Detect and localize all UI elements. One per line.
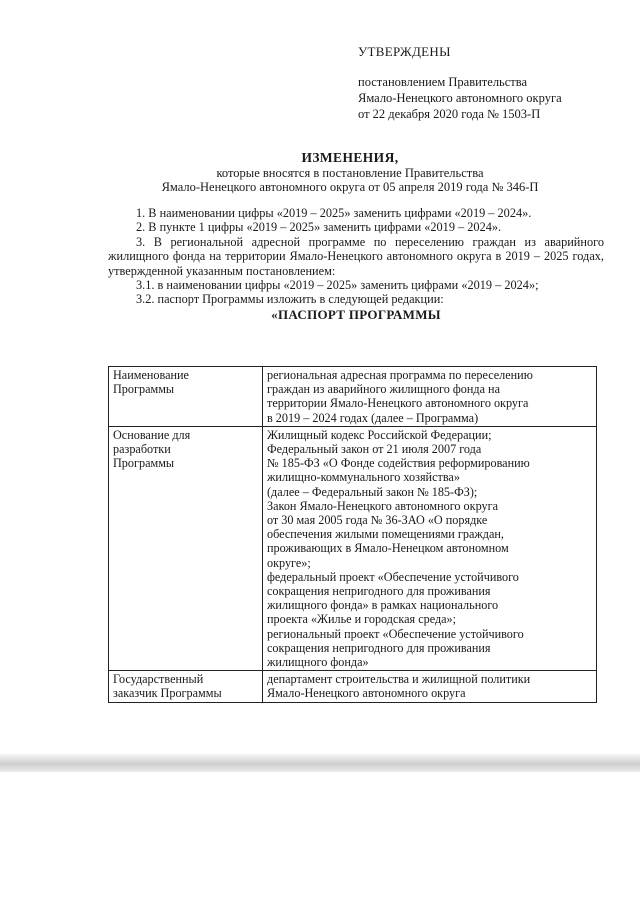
paragraph-3: 3. В региональной адресной программе по переселению граждан из аварийного жилищного фонда на территории Ямало-Ненецкого автономного округа в 2019 – 2025 годах, утвержденной указанным постановлением: xyxy=(108,234,604,278)
label-line: Основание для xyxy=(113,427,191,442)
value-line: округе»; xyxy=(267,555,311,570)
heading-line: Ямало-Ненецкого автономного округа от 05 апреля 2019 года № 346-П xyxy=(161,180,539,194)
value-line: Федеральный закон от 21 июля 2007 года xyxy=(267,442,482,457)
value-line: жилищного фонда» xyxy=(267,655,369,670)
value-line: Ямало-Ненецкого автономного округа xyxy=(267,686,466,701)
approval-line: от 22 декабря 2020 года № 1503-П xyxy=(358,107,541,121)
value-line: жилищного фонда» в рамках национального xyxy=(267,598,499,613)
value-line: региональная адресная программа по переселению xyxy=(267,368,533,382)
value-line: граждан из аварийного жилищного фонда на xyxy=(267,382,500,397)
value-line: федеральный проект «Обеспечение устойчивого xyxy=(267,569,519,584)
value-line: территории Ямало-Ненецкого автономного округа xyxy=(267,396,529,411)
value-line: жилищно-коммунального хозяйства» xyxy=(267,470,460,485)
passport-row-value xyxy=(263,426,597,670)
approval-block xyxy=(358,44,562,122)
label-line: Государственный xyxy=(113,672,204,687)
table-row xyxy=(109,367,597,427)
passport-row-label xyxy=(109,367,263,427)
label-line: Программы xyxy=(113,382,175,397)
label-line: разработки xyxy=(113,442,171,457)
value-line: проживающих в Ямало-Ненецком автономном xyxy=(267,541,509,556)
table-row xyxy=(109,671,597,702)
paragraph-3-2: 3.2. паспорт Программы изложить в следующей редакции: xyxy=(136,292,444,307)
scan-edge-band xyxy=(0,754,640,772)
label-line: заказчик Программы xyxy=(113,686,222,701)
passport-row-label xyxy=(109,426,263,670)
paragraph-3-1: 3.1. в наименовании цифры «2019 – 2025» заменить цифрами «2019 – 2024»; xyxy=(136,278,539,293)
approval-line: постановлением Правительства xyxy=(358,75,528,89)
approval-line: Ямало-Ненецкого автономного округа xyxy=(358,91,562,105)
value-line: № 185-ФЗ «О Фонде содействия реформированию xyxy=(267,456,530,471)
value-line: от 30 мая 2005 года № 36-ЗАО «О порядке xyxy=(267,513,488,528)
passport-row-value xyxy=(263,367,597,427)
passport-title: «ПАСПОРТ ПРОГРАММЫ xyxy=(271,306,441,322)
paragraph-1: 1. В наименовании цифры «2019 – 2025» заменить цифрами «2019 – 2024». xyxy=(136,206,532,220)
label-line: Наименование xyxy=(113,368,189,382)
value-line: сокращения непригодного для проживания xyxy=(267,640,491,655)
value-line: обеспечения жилыми помещениями граждан, xyxy=(267,527,504,542)
heading-line: которые вносятся в постановление Правительства xyxy=(216,165,484,180)
label-line: Программы xyxy=(113,456,175,471)
value-line: Закон Ямало-Ненецкого автономного округа xyxy=(267,498,499,513)
value-line: региональный проект «Обеспечение устойчивого xyxy=(267,626,524,641)
value-line: (далее – Федеральный закон № 185-ФЗ); xyxy=(267,484,478,499)
value-line: департамент строительства и жилищной политики xyxy=(267,672,531,687)
table-row xyxy=(109,426,597,670)
value-line: проекта «Жилье и городская среда»; xyxy=(267,612,457,627)
passport-row-value xyxy=(263,671,597,702)
heading-title: ИЗМЕНЕНИЯ, xyxy=(301,150,399,165)
document-heading xyxy=(100,151,600,195)
document-body xyxy=(108,206,604,322)
value-line: в 2019 – 2024 годах (далее – Программа) xyxy=(267,410,479,425)
value-line: Жилищный кодекс Российской Федерации; xyxy=(267,427,492,442)
paragraph-2: 2. В пункте 1 цифры «2019 – 2025» заменить цифрами «2019 – 2024». xyxy=(136,220,502,235)
value-line: сокращения непригодного для проживания xyxy=(267,584,491,599)
passport-table xyxy=(108,366,597,703)
passport-row-label xyxy=(109,671,263,702)
approval-title: УТВЕРЖДЕНЫ xyxy=(358,44,451,59)
